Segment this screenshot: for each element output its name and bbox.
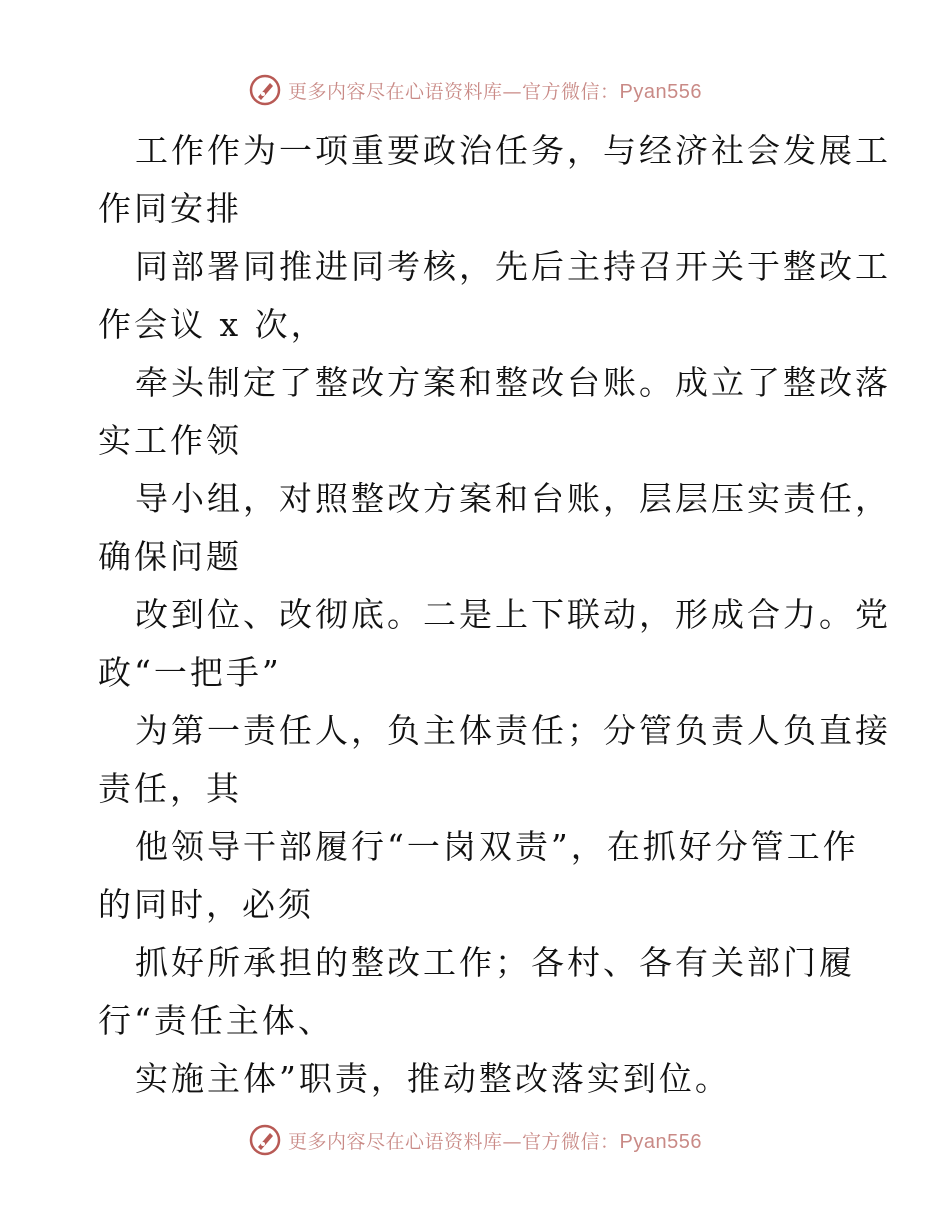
header-watermark <box>0 70 950 110</box>
pen-nib-logo-icon <box>248 73 282 107</box>
paragraph: 改到位、改彻底。二是上下联动，形成合力。党 政“一把手” <box>98 595 891 692</box>
paragraph: 抓好所承担的整改工作；各村、各有关部门履 行“责任主体、 <box>98 943 855 1040</box>
paragraph: 导小组，对照整改方案和台账，层层压实责任， 确保问题 <box>98 479 891 576</box>
paragraph: 同部署同推进同考核，先后主持召开关于整改工 作会议 x 次， <box>98 247 891 344</box>
document-body <box>98 122 891 1108</box>
paragraph: 为第一责任人，负主体责任；分管负责人负直接 责任，其 <box>98 711 891 808</box>
paragraph: 他领导干部履行“一岗双责”，在抓好分管工作 的同时，必须 <box>98 827 859 924</box>
footer-watermark <box>0 1120 950 1160</box>
paragraph: 牵头制定了整改方案和整改台账。成立了整改落 实工作领 <box>98 363 891 460</box>
watermark-text: 更多内容尽在心语资料库—官方微信：Pyan556 <box>288 80 702 103</box>
pen-nib-logo-icon <box>248 1123 282 1157</box>
watermark-text: 更多内容尽在心语资料库—官方微信：Pyan556 <box>288 1130 702 1153</box>
paragraph: 工作作为一项重要政治任务，与经济社会发展工 作同安排 <box>98 131 891 228</box>
paragraph: 实施主体”职责，推动整改落实到位。 <box>135 1059 731 1098</box>
